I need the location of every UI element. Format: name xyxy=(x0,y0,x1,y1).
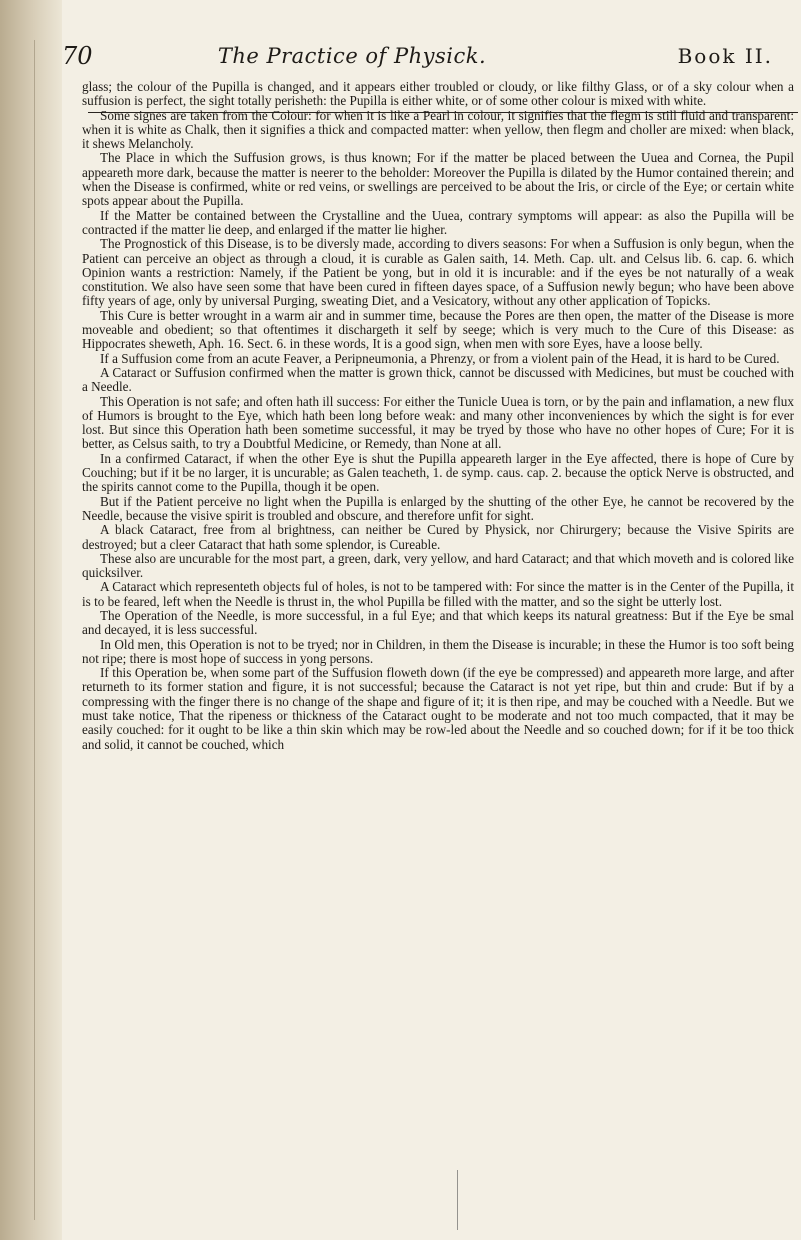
paragraph: The Prognostick of this Disease, is to be diversly made, according to divers seasons: For when a Suffusion is only begun, when the Patient can perceive an object as through a cloud, it is curable as Galen saith, 14. Meth. Cap. ult. and Celsus lib. 6. cap. 6. which Opinion wants a restriction: Namely, if the Patient be yong, but in old it is incurable: and if the eyes be not naturally of a weak constitution. We also have seen some that have been cured in fifteen dayes space, of a Suffusion newly begun; who have been above fifty years of age, only by universal Purging, sweating Diet, and a Vesicatory, without any other application of Topicks. xyxy=(82,236,794,309)
paragraph: The Operation of the Needle, is more successful, in a ful Eye; and that which keeps its natural greatness: But if the Eye be smal and decayed, it is less successful. xyxy=(82,607,794,638)
paragraph: A Cataract which representeth objects ful of holes, is not to be tampered with: For since the matter is in the Center of the Pupilla, it is to be feared, left when the Needle is thrust in, the whol Pupilla be filled with the matter, and so the sight be utterly lost. xyxy=(82,579,794,609)
gutter-rule xyxy=(34,40,35,1220)
paragraph: A black Cataract, free from al brightness, can neither be Cured by Physick, nor Chirurgery; because the Visive Spirits are destroyed; but a cleer Cataract that hath some splendor, is Cureable. xyxy=(82,522,794,552)
paragraph: This Operation is not safe; and often hath ill success: For either the Tunicle Uuea is torn, or by the pain and inflamation, a new flux of Humors is brought to the Eye, which hath been long before weak: and many other inconveniences by which the sight is for ever lost. But since this Operation hath been sometime successful, it may be tryed by those who have no other hopes of Cure; For it is better, as Celsus saith, to try a Doubtful Medicine, or Remedy, than None at all. xyxy=(82,393,794,452)
paragraph: But if the Patient perceive no light when the Pupilla is enlarged by the shutting of the other Eye, he cannot be recovered by the Needle, because the visive spirit is troubled and obscure, and therefore unfit for sight. xyxy=(82,493,794,523)
paragraph: glass; the colour of the Pupilla is changed, and it appears either troubled or cloudy, or like filthy Glass, or of a sky colour when a suffusion is perfect, the sight totally perisheth: the Pupilla is either white, or of some other colour is mixed with white. xyxy=(82,79,794,109)
binding-gutter xyxy=(0,0,62,1240)
paragraph: This Cure is better wrought in a warm air and in summer time, because the Pores are then open, the matter of the Disease is more moveable and obedient; so that oftentimes it dischargeth it self by seege; which is very much to the Cure of this Disease: as Hippocrates sheweth, Aph. 16. Sect. 6. in these words, It is a good sign, when men with sore Eyes, have a loose belly. xyxy=(82,307,794,352)
paragraph: If this Operation be, when some part of the Suffusion floweth down (if the eye be compressed) and appeareth more large, and after returneth to its former station and figure, it is not successful; because the Cataract is not yet ripe, but thin and crude: But if by a compressing with the finger there is no change of the shape and figure of it; it is then ripe, and may be couched with a Needle. But we must take notice, That the ripeness or thickness of the Cataract ought to be moderate and not too much compacted, that it may be easily couched: for it ought to be like a thin skin which may be row-led about the Needle and so couched down; for if it be too thick and solid, it cannot be couched, which xyxy=(82,665,794,752)
paragraph: These also are uncurable for the most part, a green, dark, very yellow, and hard Cataract; and that which moveth and is colored like quicksilver. xyxy=(82,550,794,581)
paragraph: A Cataract or Suffusion confirmed when the matter is grown thick, cannot be discussed with Medicines, but must be couched with a Needle. xyxy=(82,364,794,395)
book-label: Book II. xyxy=(677,44,773,68)
paragraph: If a Suffusion come from an acute Feaver, a Peripneumonia, a Phrenzy, or from a violent pain of the Head, it is hard to be Cured. xyxy=(100,350,780,366)
running-title: The Practice of Physick. xyxy=(217,44,487,68)
paragraph: If the Matter be contained between the Crystalline and the Uuea, contrary symptoms will appear: as also the Pupilla will be contracted if the matter lie deep, and enlarged if the matter lie higher. xyxy=(82,207,794,237)
book-page xyxy=(62,0,801,1240)
page-number: 70 xyxy=(62,42,93,70)
paragraph: In a confirmed Cataract, if when the other Eye is shut the Pupilla appeareth larger in the Eye affected, there is hope of Cure by Couching; but if it be no larger, it is uncurable; as Galen teacheth, 1. de symp. caus. cap. 2. because the optick Nerve is obstructed, and the spirits cannot come to the Pupilla, though it be open. xyxy=(82,450,794,495)
paragraph: In Old men, this Operation is not to be tryed; nor in Children, in them the Disease is incurable; in these the Humor is too soft being not ripe; there is most hope of success in yong persons. xyxy=(82,636,794,666)
paragraph: Some signes are taken from the Colour: for when it is like a Pearl in colour, it signifies that the flegm is still fluid and transparent: when it is white as Chalk, then it signifies a thick and compacted matter: when yellow, then flegm and choller are mixed: when black, it shews Melancholy. xyxy=(82,107,794,152)
body-text xyxy=(82,80,794,752)
page-header xyxy=(62,40,787,80)
ink-mark xyxy=(457,1170,458,1230)
paragraph: The Place in which the Suffusion grows, is thus known; For if the matter be placed between the Uuea and Cornea, the Pupil appeareth more dark, because the matter is neerer to the beholder: Moreover the Pupilla is dilated by the Humor contained therein; and when the Disease is confirmed, white or red veins, or swellings are perceived to be about the Iris, or circle of the Eye; or certain white spots appear about the Pupilla. xyxy=(82,150,794,209)
